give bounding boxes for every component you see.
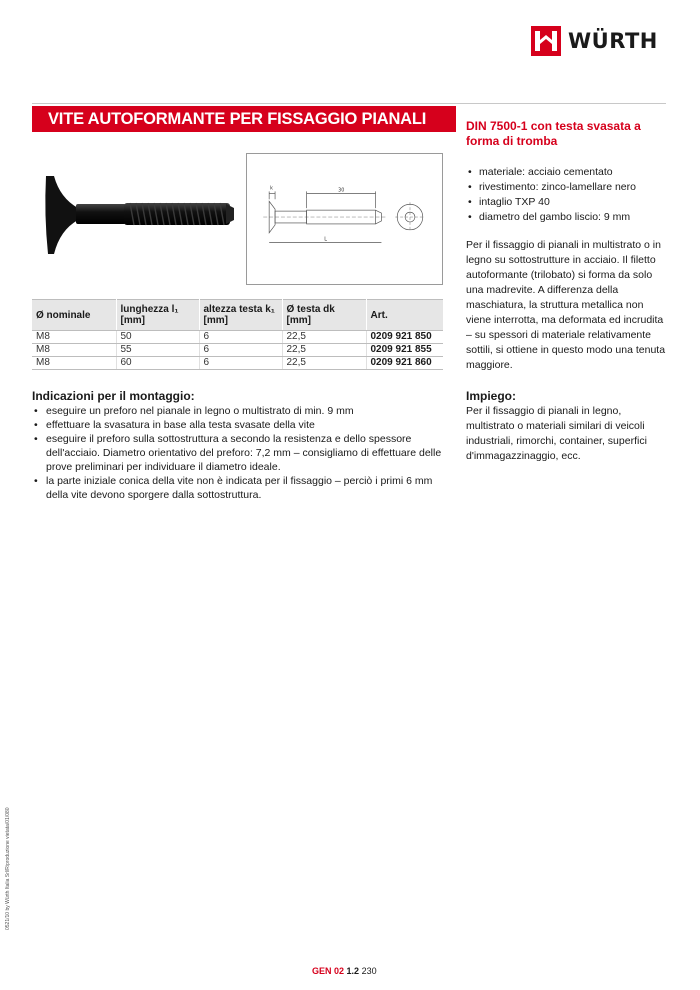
table-row — [32, 357, 443, 370]
product-description: Per il fissaggio di pianali in multistrato o in legno su sottostrutture in acciaio. Il filetto autoformante (trilobato) si forma da solo una madrevite. A differenza della maschiatura, la struttura metallica non viene interrotta, ma deformata ed incrudita – su spessori di materiale relativamente sottili, si ottiene in questo modo una tenuta maggiore. — [466, 239, 666, 371]
wurth-logo-icon — [531, 26, 561, 56]
header-divider — [32, 103, 666, 104]
list-item: • diametro del gambo liscio: 9 mm — [466, 210, 671, 225]
list-item: • effettuare la svasatura in base alla testa svasate della vite — [32, 418, 443, 432]
screw-product-image — [40, 170, 240, 260]
table-cell: 6 — [199, 357, 282, 370]
article-number: 0209 921 860 — [366, 357, 443, 370]
spec-table — [32, 299, 443, 370]
table-cell: 22,5 — [282, 357, 366, 370]
side-credit: 0521/10 by Würth Italia Srl/Riproduzione vietata/01/080 — [5, 807, 11, 930]
dim-L-label: L — [324, 236, 328, 243]
brand-name: WÜRTH — [568, 29, 658, 53]
table-header-cell: altezza testa k₁ [mm] — [199, 300, 282, 331]
usage-heading: Impiego: — [466, 389, 516, 403]
list-item: • intaglio TXP 40 — [466, 195, 671, 210]
table-cell: 22,5 — [282, 344, 366, 357]
dim-30-label: 30 — [338, 187, 345, 194]
table-header-cell: Art. — [366, 300, 443, 331]
table-header-row — [32, 300, 443, 331]
page-footer — [312, 966, 377, 976]
table-row — [32, 331, 443, 344]
article-number: 0209 921 850 — [366, 331, 443, 344]
table-cell: M8 — [32, 357, 116, 370]
brand-logo — [531, 26, 658, 56]
list-item: • eseguire un preforo nel pianale in legno o multistrato di min. 9 mm — [32, 404, 443, 418]
mounting-heading: Indicazioni per il montaggio: — [32, 389, 195, 403]
mounting-list — [32, 404, 443, 502]
table-cell: 22,5 — [282, 331, 366, 344]
dim-k-label: k — [270, 185, 273, 192]
list-item: • materiale: acciaio cementato — [466, 165, 671, 180]
list-item: • rivestimento: zinco-lamellare nero — [466, 180, 671, 195]
footer-section: GEN 02 — [312, 966, 345, 976]
list-item: • eseguire il preforo sulla sottostruttura a secondo la resistenza e dello spessore dell'acciaio. Diametro orientativo del preforo: 7,2 mm – consigliamo di effettuare delle prove preliminari per individuare il diametro ideale. — [32, 432, 443, 474]
article-number: 0209 921 855 — [366, 344, 443, 357]
product-subtitle: DIN 7500-1 con testa svasata a forma di tromba — [466, 119, 641, 148]
table-cell: M8 — [32, 344, 116, 357]
list-item: • la parte iniziale conica della vite non è indicata per il fissaggio – perciò i primi 6 mm della vite devono sporgere dalla sottostruttura. — [32, 474, 443, 502]
table-cell: 6 — [199, 344, 282, 357]
table-header-cell: Ø nominale — [32, 300, 116, 331]
table-header-cell: Ø testa dk [mm] — [282, 300, 366, 331]
table-cell: 6 — [199, 331, 282, 344]
table-header-cell: lunghezza l₁ [mm] — [116, 300, 199, 331]
page-title: VITE AUTOFORMANTE PER FISSAGGIO PIANALI — [32, 106, 456, 132]
table-cell: M8 — [32, 331, 116, 344]
feature-list — [466, 165, 671, 225]
footer-chapter: 1.2 — [346, 966, 360, 976]
technical-drawing — [246, 153, 443, 285]
table-cell: 55 — [116, 344, 199, 357]
usage-text: Per il fissaggio di pianali in legno, multistrato o materiali similari di veicoli industriali, rimorchi, container, superfici d'immagazzinaggio, ecc. — [466, 405, 647, 462]
table-cell: 50 — [116, 331, 199, 344]
table-cell: 60 — [116, 357, 199, 370]
footer-page-number: 230 — [361, 966, 377, 976]
table-row — [32, 344, 443, 357]
